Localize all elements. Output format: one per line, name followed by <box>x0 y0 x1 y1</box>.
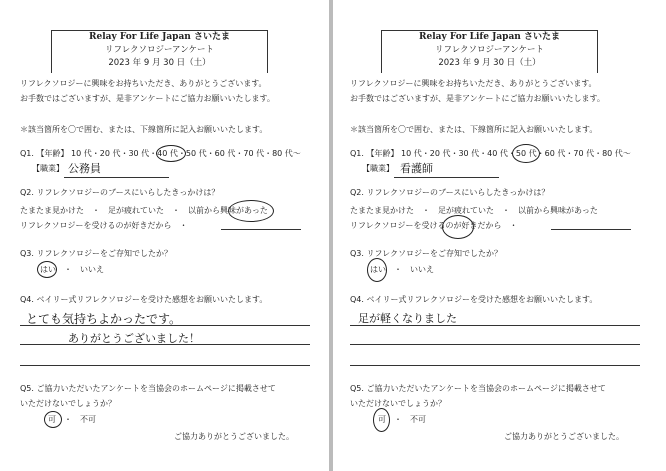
thanks: ご協力ありがとうございました。 <box>504 432 624 441</box>
answer-circle <box>37 261 57 278</box>
other-underline <box>551 229 631 230</box>
other-underline <box>221 229 301 230</box>
answer-line <box>350 365 640 366</box>
q4-answer-line-1: 足が軽くなりました <box>358 312 457 325</box>
q3-options: はい ・ いいえ <box>40 265 104 274</box>
q1-job-answer: 看護師 <box>400 162 433 175</box>
thanks: ご協力ありがとうございました。 <box>174 432 294 441</box>
q1-job-label: 【職業】 <box>362 164 394 173</box>
q3-options: はい ・ いいえ <box>370 265 434 274</box>
header-org: Relay For Life Japan さいたま <box>89 32 230 42</box>
q2-options-2: リフレクソロジーを受けるのが好きだから ・ <box>20 221 188 230</box>
job-underline <box>64 177 169 178</box>
answer-circle <box>373 408 390 432</box>
instruction: ＊該当箇所を〇で囲む、または、下線箇所に記入お願いいたします。 <box>350 125 598 134</box>
q1-age: Q1. 【年齢】 10 代・20 代・30 代・40 代・50 代・60 代・70 代・80 代〜 <box>350 149 631 158</box>
survey-form-right <box>336 0 661 471</box>
instruction: ＊該当箇所を〇で囲む、または、下線箇所に記入お願いいたします。 <box>20 125 268 134</box>
answer-circle <box>512 144 540 163</box>
header-date: 2023 年 9 月 30 日（土） <box>108 58 211 68</box>
form-header <box>51 30 268 73</box>
q1-job-answer: 公務員 <box>68 162 101 175</box>
intro-line-2: お手数ではございますが、是非アンケートにご協力お願いいたします。 <box>20 94 275 103</box>
q4-question: Q4. ベイリー式リフレクソロジーを受けた感想をお願いいたします。 <box>350 295 598 304</box>
q4-question: Q4. ベイリー式リフレクソロジーを受けた感想をお願いいたします。 <box>20 295 268 304</box>
answer-line <box>350 325 640 326</box>
answer-circle <box>228 200 274 222</box>
q2-options-2: リフレクソロジーを受けるのが好きだから ・ <box>350 221 518 230</box>
intro-line-1: リフレクソロジーに興味をお持ちいただき、ありがとうございます。 <box>20 79 267 88</box>
answer-line <box>20 365 310 366</box>
form-header <box>381 30 598 73</box>
q2-question: Q2. リフレクソロジーのブースにいらしたきっかけは？ <box>350 188 550 197</box>
q3-question: Q3. リフレクソロジーをご存知でしたか？ <box>20 249 172 258</box>
answer-line <box>350 344 640 345</box>
q1-job-label: 【職業】 <box>32 164 64 173</box>
survey-form-left <box>6 0 331 471</box>
job-underline <box>394 177 499 178</box>
answer-line <box>20 344 310 345</box>
answer-circle <box>442 215 474 239</box>
answer-circle <box>367 258 387 282</box>
q5-options: 可 ・ 不可 <box>48 415 96 424</box>
q2-options-1: たまたま見かけた ・ 足が疲れていた ・ 以前から興味があった <box>20 206 268 215</box>
q5-question-2: いただけないでしょうか？ <box>20 399 116 408</box>
intro-line-2: お手数ではございますが、是非アンケートにご協力お願いいたします。 <box>350 94 605 103</box>
q2-question: Q2. リフレクソロジーのブースにいらしたきっかけは？ <box>20 188 220 197</box>
answer-circle <box>156 145 186 162</box>
page-divider <box>329 0 333 471</box>
q1-age: Q1. 【年齢】 10 代・20 代・30 代・40 代・50 代・60 代・70 代・80 代〜 <box>20 149 301 158</box>
intro-line-1: リフレクソロジーに興味をお持ちいただき、ありがとうございます。 <box>350 79 597 88</box>
q4-answer-line-1: とても気持ちよかったです。 <box>26 312 182 326</box>
q2-options-1: たまたま見かけた ・ 足が疲れていた ・ 以前から興味があった <box>350 206 598 215</box>
q3-question: Q3. リフレクソロジーをご存知でしたか？ <box>350 249 502 258</box>
q4-answer-line-2: ありがとうございました！ <box>68 332 200 345</box>
header-org: Relay For Life Japan さいたま <box>419 32 560 42</box>
header-date: 2023 年 9 月 30 日（土） <box>438 58 541 68</box>
q5-question-1: Q5. ご協力いただいたアンケートを当協会のホームページに掲載させて <box>350 384 606 393</box>
header-title: リフレクソロジーアンケート <box>104 45 215 55</box>
answer-circle <box>44 411 62 428</box>
answer-line <box>20 325 310 326</box>
q5-question-1: Q5. ご協力いただいたアンケートを当協会のホームページに掲載させて <box>20 384 276 393</box>
header-title: リフレクソロジーアンケート <box>434 45 545 55</box>
q5-question-2: いただけないでしょうか？ <box>350 399 446 408</box>
q5-options: 可 ・ 不可 <box>378 415 426 424</box>
